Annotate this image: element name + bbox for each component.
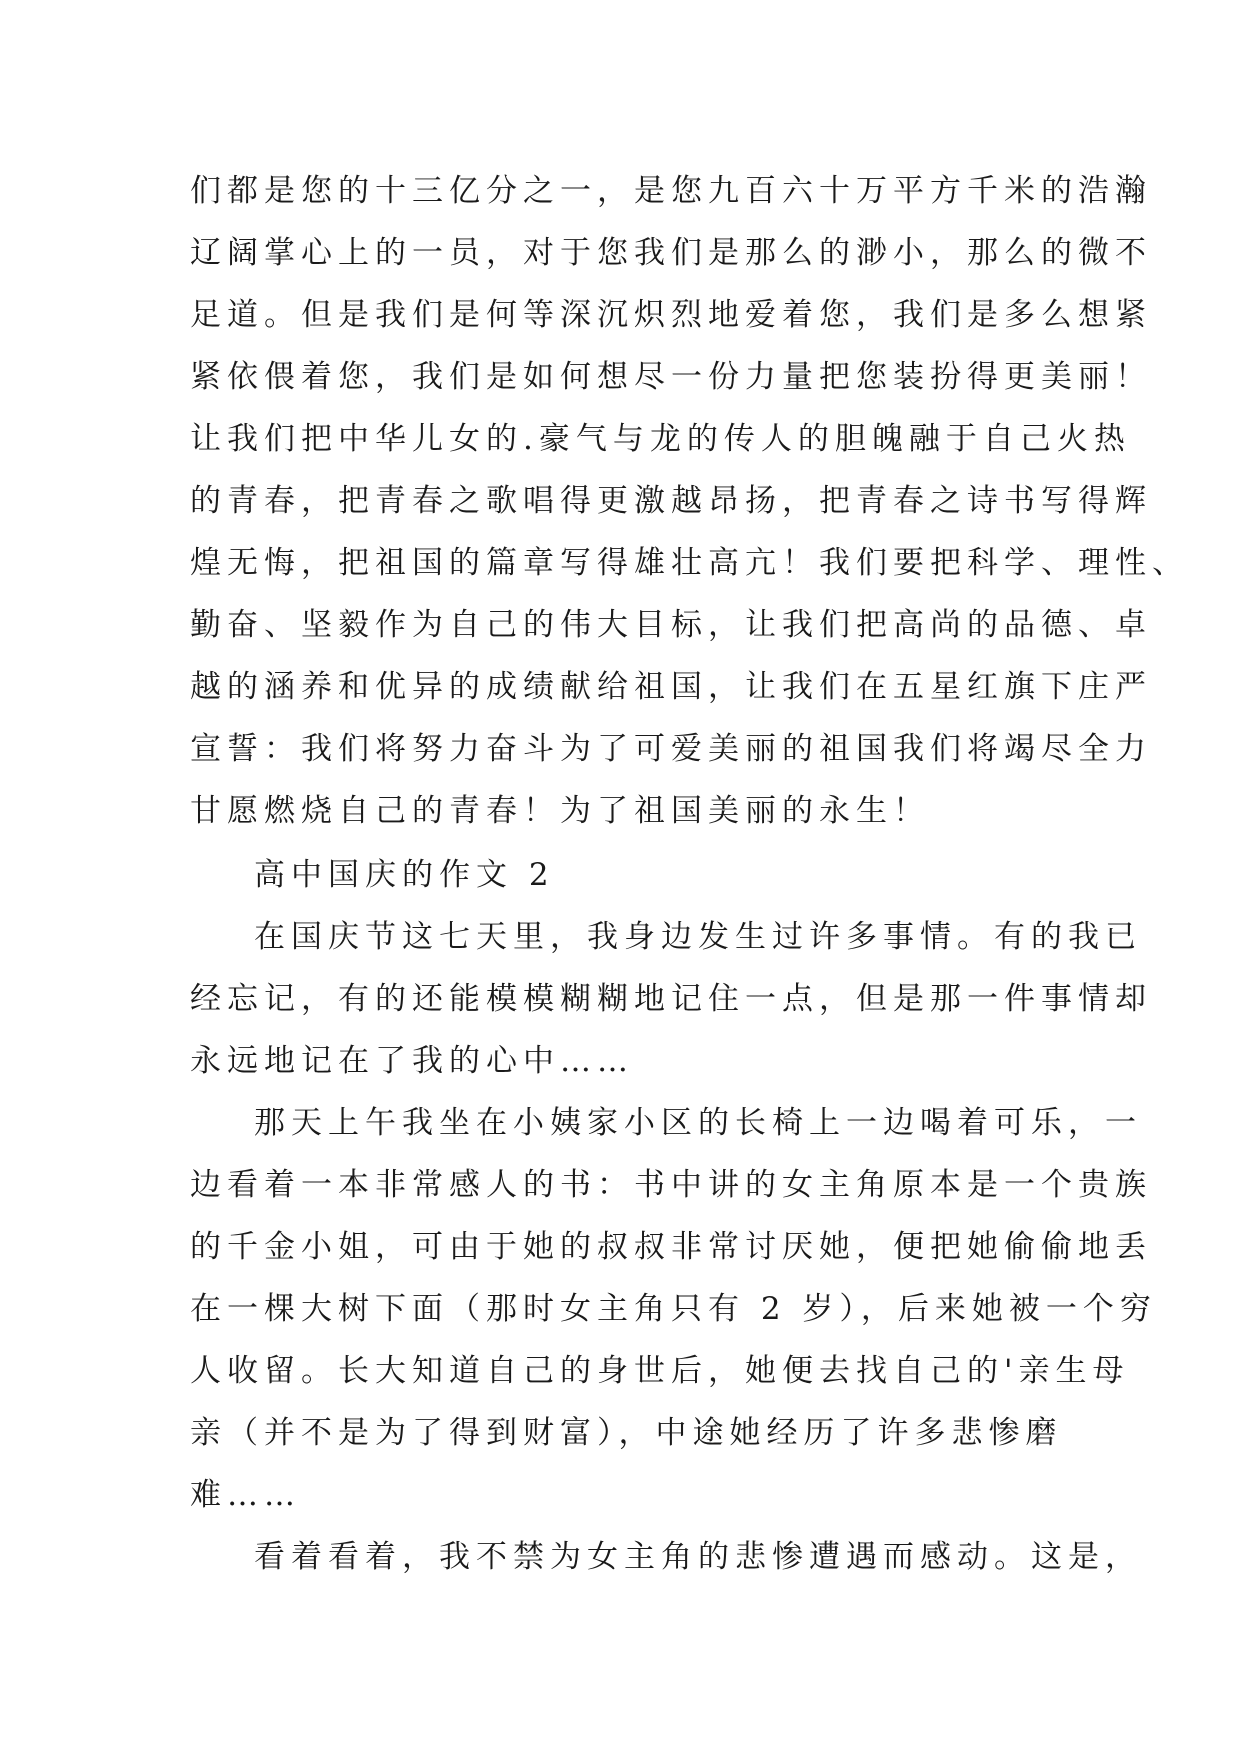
text-line: 边看着一本非常感人的书：书中讲的女主角原本是一个贵族	[190, 1167, 1152, 1203]
text-line: 越的涵养和优异的成绩献给祖国，让我们在五星红旗下庄严	[190, 669, 1152, 705]
essay-continuation	[190, 160, 1189, 842]
text-line: 永远地记在了我的心中……	[190, 1043, 634, 1079]
text-line: 让我们把中华儿女的.豪气与龙的传人的胆魄融于自己火热	[190, 421, 1131, 457]
text-line: 煌无悔，把祖国的篇章写得雄壮高亢！我们要把科学、理性、	[190, 545, 1189, 581]
text-line: 勤奋、坚毅作为自己的伟大目标，让我们把高尚的品德、卓	[190, 607, 1152, 643]
text-line: 人收留。长大知道自己的身世后，她便去找自己的'亲生母	[190, 1353, 1130, 1389]
text-line: 在国庆节这七天里，我身边发生过许多事情。有的我已	[254, 919, 1142, 955]
text-line: 们都是您的十三亿分之一，是您九百六十万平方千米的浩瀚	[190, 173, 1152, 209]
text-line: 足道。但是我们是何等深沉炽烈地爱着您，我们是多么想紧	[190, 297, 1152, 333]
section-title: 高中国庆的作文 2	[254, 857, 555, 893]
text-line: 亲（并不是为了得到财富），中途她经历了许多悲惨磨	[190, 1415, 1063, 1451]
text-line: 宣誓：我们将努力奋斗为了可爱美丽的祖国我们将竭尽全力	[190, 731, 1152, 767]
text-line: 在一棵大树下面（那时女主角只有 2 岁），后来她被一个穷	[190, 1291, 1157, 1327]
text-line: 的千金小姐，可由于她的叔叔非常讨厌她，便把她偷偷地丢	[190, 1229, 1152, 1265]
text-line: 紧依偎着您，我们是如何想尽一份力量把您装扮得更美丽！	[190, 359, 1152, 395]
text-line: 那天上午我坐在小姨家小区的长椅上一边喝着可乐，一	[254, 1105, 1142, 1141]
text-line: 甘愿燃烧自己的青春！为了祖国美丽的永生！	[190, 793, 930, 829]
text-line: 经忘记，有的还能模模糊糊地记住一点，但是那一件事情却	[190, 981, 1152, 1017]
essay-section-2	[190, 844, 1157, 1588]
text-line: 辽阔掌心上的一员，对于您我们是那么的渺小，那么的微不	[190, 235, 1152, 271]
text-line: 看着看着，我不禁为女主角的悲惨遭遇而感动。这是，	[254, 1539, 1142, 1575]
text-line: 难……	[190, 1477, 301, 1513]
text-line: 的青春，把青春之歌唱得更激越昂扬，把青春之诗书写得辉	[190, 483, 1152, 519]
